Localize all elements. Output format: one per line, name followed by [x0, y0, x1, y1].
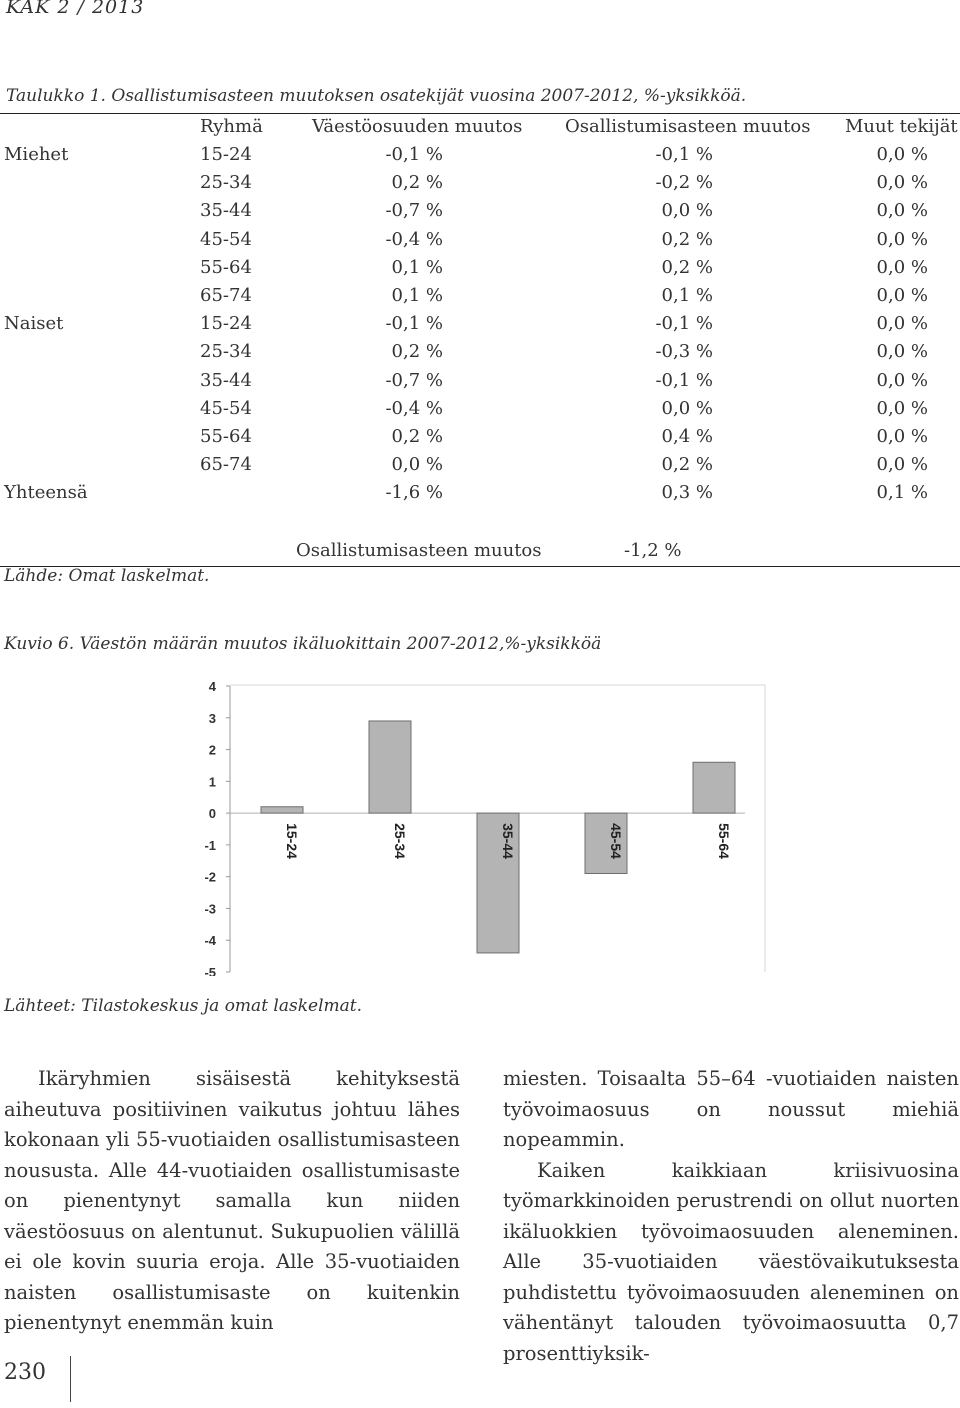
table-row	[0, 257, 960, 285]
table-caption: Taulukko 1. Osallistumisasteen muutoksen osatekijät vuosina 2007-2012, %-yksikköä.	[6, 86, 747, 106]
figure-source: Lähteet: Tilastokeskus ja omat laskelmat.	[4, 996, 363, 1016]
cell-other-factors: 0,0 %	[876, 313, 928, 335]
cell-population-share: 0,2 %	[391, 341, 443, 363]
cell-participation-change: 0,0 %	[661, 200, 713, 222]
cell-other-factors: 0,0 %	[876, 285, 928, 306]
cell-population-share: -0,7 %	[385, 369, 443, 391]
cell-population-share: 0,2 %	[391, 172, 443, 194]
row-group: 25-34	[200, 341, 252, 363]
cell-participation-change: 0,1 %	[661, 285, 713, 306]
cell-participation-change: -0,3 %	[655, 341, 713, 363]
summary-row	[0, 540, 960, 568]
table-top-rule	[0, 113, 960, 114]
cell-participation-change: -0,1 %	[655, 144, 713, 165]
cell-other-factors: 0,0 %	[876, 256, 928, 278]
cell-participation-change: 0,2 %	[661, 228, 713, 250]
row-section: Naiset	[4, 313, 64, 335]
table-row	[0, 144, 960, 172]
cell-participation-change: -0,1 %	[655, 313, 713, 335]
cell-participation-change: 0,2 %	[661, 454, 713, 476]
bar	[693, 762, 735, 813]
cell-population-share: -0,1 %	[385, 144, 443, 165]
bar	[369, 721, 411, 813]
cell-participation-change: 0,0 %	[661, 397, 713, 419]
y-tick-label: -2	[204, 869, 216, 885]
cell-other-factors: 0,0 %	[876, 172, 928, 194]
y-tick-label: 1	[208, 774, 216, 790]
y-tick-label: -3	[204, 901, 216, 917]
y-tick-label: -5	[204, 965, 216, 976]
row-group: 35-44	[200, 369, 252, 391]
cell-participation-change: 0,4 %	[661, 426, 713, 447]
table-row	[0, 313, 960, 341]
cell-participation-change: -0,1 %	[655, 369, 713, 391]
cell-other-factors: 0,0 %	[876, 397, 928, 419]
table-row	[0, 454, 960, 482]
table-row	[0, 482, 960, 510]
table-row	[0, 341, 960, 369]
body-column-right	[503, 1064, 959, 1369]
table-row	[0, 200, 960, 228]
y-tick-label: -4	[204, 933, 216, 949]
row-group: 45-54	[200, 228, 252, 250]
journal-header: KAK 2 / 2013	[6, 0, 145, 18]
category-label: 45-54	[608, 823, 624, 859]
table-row	[0, 426, 960, 454]
row-section: Miehet	[4, 144, 69, 165]
table-row	[0, 229, 960, 257]
cell-population-share: 0,2 %	[391, 426, 443, 447]
row-group: 45-54	[200, 397, 252, 419]
summary-label: Osallistumisasteen muutos	[296, 540, 542, 561]
cell-population-share: -1,6 %	[385, 482, 443, 504]
summary-value: -1,2 %	[624, 540, 682, 561]
row-group: 15-24	[200, 313, 252, 335]
body-column-left	[4, 1064, 460, 1339]
cell-population-share: -0,7 %	[385, 200, 443, 222]
cell-participation-change: -0,2 %	[655, 172, 713, 194]
page-number-divider	[70, 1356, 71, 1402]
body-paragraph: Kaiken kaikkiaan kriisivuosina työmarkkinoiden perustrendi on ollut nuorten ikäluokkien työvoimaosuuden aleneminen. Alle 35-vuotiaiden väestövaikutuksesta puhdistettu työvoimaosuuden aleneminen on vähentänyt talouden työvoimaosuutta 0,7 prosenttiyksik-	[503, 1158, 959, 1365]
figure-caption: Kuvio 6. Väestön määrän muutos ikäluokittain 2007-2012,%-yksikköä	[4, 634, 602, 654]
table-source: Lähde: Omat laskelmat.	[4, 566, 210, 586]
table-row	[0, 172, 960, 200]
cell-other-factors: 0,0 %	[876, 426, 928, 447]
category-label: 15-24	[284, 823, 300, 859]
body-paragraph: miesten. Toisaalta 55–64 -vuotiaiden naisten työvoimaosuus on noussut miehiä nopeammin.	[503, 1067, 959, 1151]
cell-population-share: 0,1 %	[391, 285, 443, 306]
cell-other-factors: 0,0 %	[876, 454, 928, 476]
cell-other-factors: 0,1 %	[876, 482, 928, 504]
cell-other-factors: 0,0 %	[876, 144, 928, 165]
bar-chart	[190, 676, 770, 976]
column-header-participation-change: Osallistumisasteen muutos	[565, 116, 811, 137]
y-tick-label: 3	[208, 710, 216, 726]
cell-other-factors: 0,0 %	[876, 341, 928, 363]
body-paragraph: Ikäryhmien sisäisestä kehityksestä aiheutuva positiivinen vaikutus johtuu lähes kokonaan yli 55-vuotiaiden osallistumisasteen noususta. Alle 44-vuotiaiden osallistumisaste on pienentynyt samalla kun niiden väestöosuus on alentunut. Sukupuolien välillä ei ole kovin suuria eroja. Alle 35-vuotiaiden naisten osallistumisaste on kuitenkin pienentynyt enemmän kuin	[4, 1067, 460, 1334]
cell-population-share: -0,4 %	[385, 228, 443, 250]
column-header-other-factors: Muut tekijät	[845, 116, 958, 137]
category-label: 55-64	[716, 823, 732, 859]
cell-other-factors: 0,0 %	[876, 369, 928, 391]
y-tick-label: 2	[208, 742, 216, 758]
bar	[261, 807, 303, 813]
row-group: 55-64	[200, 426, 252, 447]
y-tick-label: 0	[208, 806, 216, 822]
cell-population-share: 0,0 %	[391, 454, 443, 476]
row-group: 25-34	[200, 172, 252, 194]
table-row	[0, 370, 960, 398]
table-row	[0, 398, 960, 426]
row-group: 65-74	[200, 285, 252, 306]
page-number: 230	[4, 1360, 46, 1385]
row-group: 65-74	[200, 454, 252, 476]
cell-population-share: -0,1 %	[385, 313, 443, 335]
row-group: 35-44	[200, 200, 252, 222]
row-group: 55-64	[200, 256, 252, 278]
column-header-population-share: Väestöosuuden muutos	[312, 116, 523, 137]
cell-other-factors: 0,0 %	[876, 200, 928, 222]
category-label: 25-34	[392, 823, 408, 859]
row-group: 15-24	[200, 144, 252, 165]
column-header-group: Ryhmä	[200, 116, 263, 137]
table-row	[0, 285, 960, 313]
y-tick-label: -1	[204, 837, 216, 853]
table-header-row	[0, 116, 960, 144]
cell-population-share: 0,1 %	[391, 256, 443, 278]
category-label: 35-44	[500, 823, 516, 859]
cell-participation-change: 0,3 %	[661, 482, 713, 504]
y-tick-label: 4	[208, 679, 216, 694]
cell-population-share: -0,4 %	[385, 397, 443, 419]
row-section: Yhteensä	[4, 482, 88, 504]
cell-participation-change: 0,2 %	[661, 256, 713, 278]
cell-other-factors: 0,0 %	[876, 228, 928, 250]
